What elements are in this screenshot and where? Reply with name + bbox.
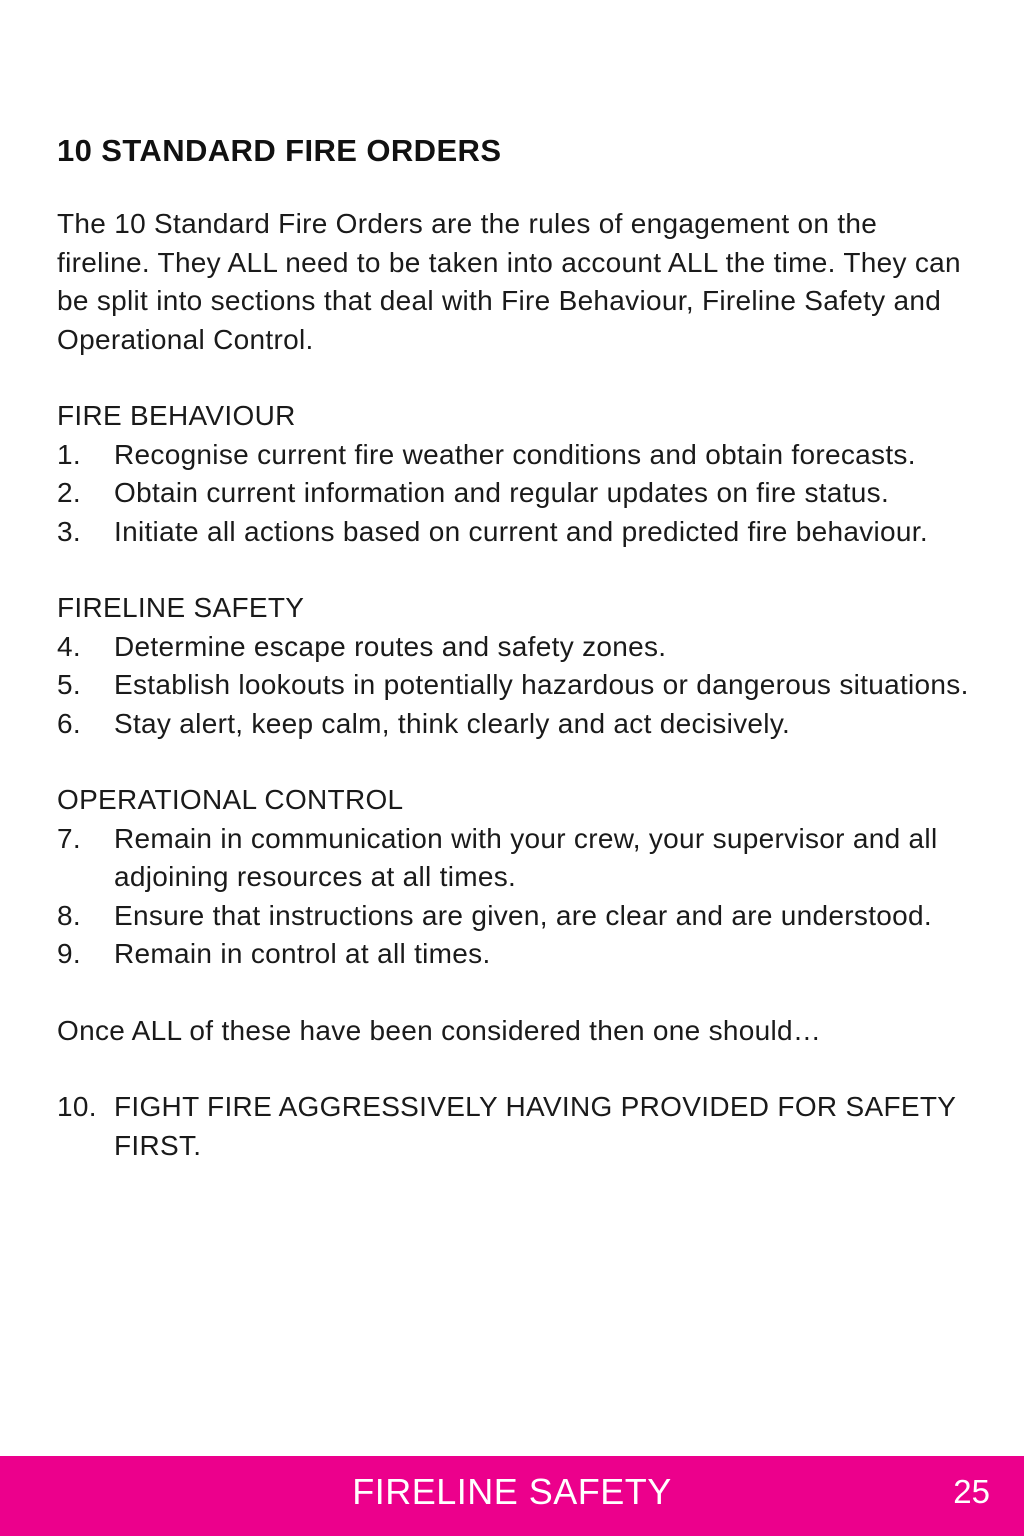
footer-section-title: FIRELINE SAFETY	[352, 1471, 672, 1512]
order-item	[57, 705, 977, 744]
order-text: Remain in communication with your crew, your supervisor and all adjoining resources at all times.	[114, 822, 938, 892]
section-fire-behaviour	[57, 397, 977, 551]
page-number: 25	[953, 1473, 990, 1510]
section-fireline-safety	[57, 589, 977, 743]
order-item	[57, 897, 977, 936]
footer-bar	[0, 1456, 1024, 1536]
order-item	[57, 666, 977, 705]
order-number: 5.	[57, 669, 81, 700]
order-text: Remain in control at all times.	[114, 938, 491, 969]
order-item	[57, 474, 977, 513]
order-text: Stay alert, keep calm, think clearly and act decisively.	[114, 707, 791, 739]
page-title: 10 STANDARD FIRE ORDERS	[57, 133, 502, 168]
section-heading: FIRE BEHAVIOUR	[57, 400, 296, 431]
section-heading: FIRELINE SAFETY	[57, 592, 305, 623]
page-content	[57, 128, 977, 1165]
order-number: 7.	[57, 822, 81, 854]
order-text: Initiate all actions based on current and predicted fire behaviour.	[114, 515, 928, 547]
order-item	[57, 436, 977, 475]
closing-paragraph: Once ALL of these have been considered then one should…	[57, 1014, 822, 1046]
order-text: FIGHT FIRE AGGRESSIVELY HAVING PROVIDED FOR SAFETY FIRST.	[114, 1091, 956, 1161]
order-item	[57, 935, 977, 974]
final-order-list	[57, 1088, 977, 1165]
order-number: 2.	[57, 477, 81, 508]
order-text: Recognise current fire weather conditions and obtain forecasts.	[114, 438, 916, 470]
order-number: 8.	[57, 899, 81, 931]
section-heading: OPERATIONAL CONTROL	[57, 784, 404, 815]
order-text: Obtain current information and regular updates on fire status.	[114, 477, 890, 508]
order-item	[57, 820, 977, 897]
final-order-item	[57, 1088, 977, 1165]
order-list	[57, 820, 977, 974]
order-text: Determine escape routes and safety zones.	[114, 630, 667, 662]
order-number: 4.	[57, 630, 81, 662]
intro-paragraph: The 10 Standard Fire Orders are the rules of engagement on the fireline. They ALL need to be taken into account ALL the time. They can be split into sections that deal with Fire Behaviour, Fireline Safety and Operational Control.	[57, 208, 961, 355]
order-text: Establish lookouts in potentially hazardous or dangerous situations.	[114, 669, 969, 700]
order-list	[57, 436, 977, 552]
section-operational-control	[57, 781, 977, 974]
order-number: 3.	[57, 515, 81, 547]
order-item	[57, 628, 977, 667]
order-number: 1.	[57, 438, 81, 470]
order-number: 10.	[57, 1091, 97, 1122]
order-number: 6.	[57, 707, 81, 739]
order-number: 9.	[57, 938, 81, 969]
order-item	[57, 513, 977, 552]
order-text: Ensure that instructions are given, are clear and are understood.	[114, 899, 932, 931]
order-list	[57, 628, 977, 744]
